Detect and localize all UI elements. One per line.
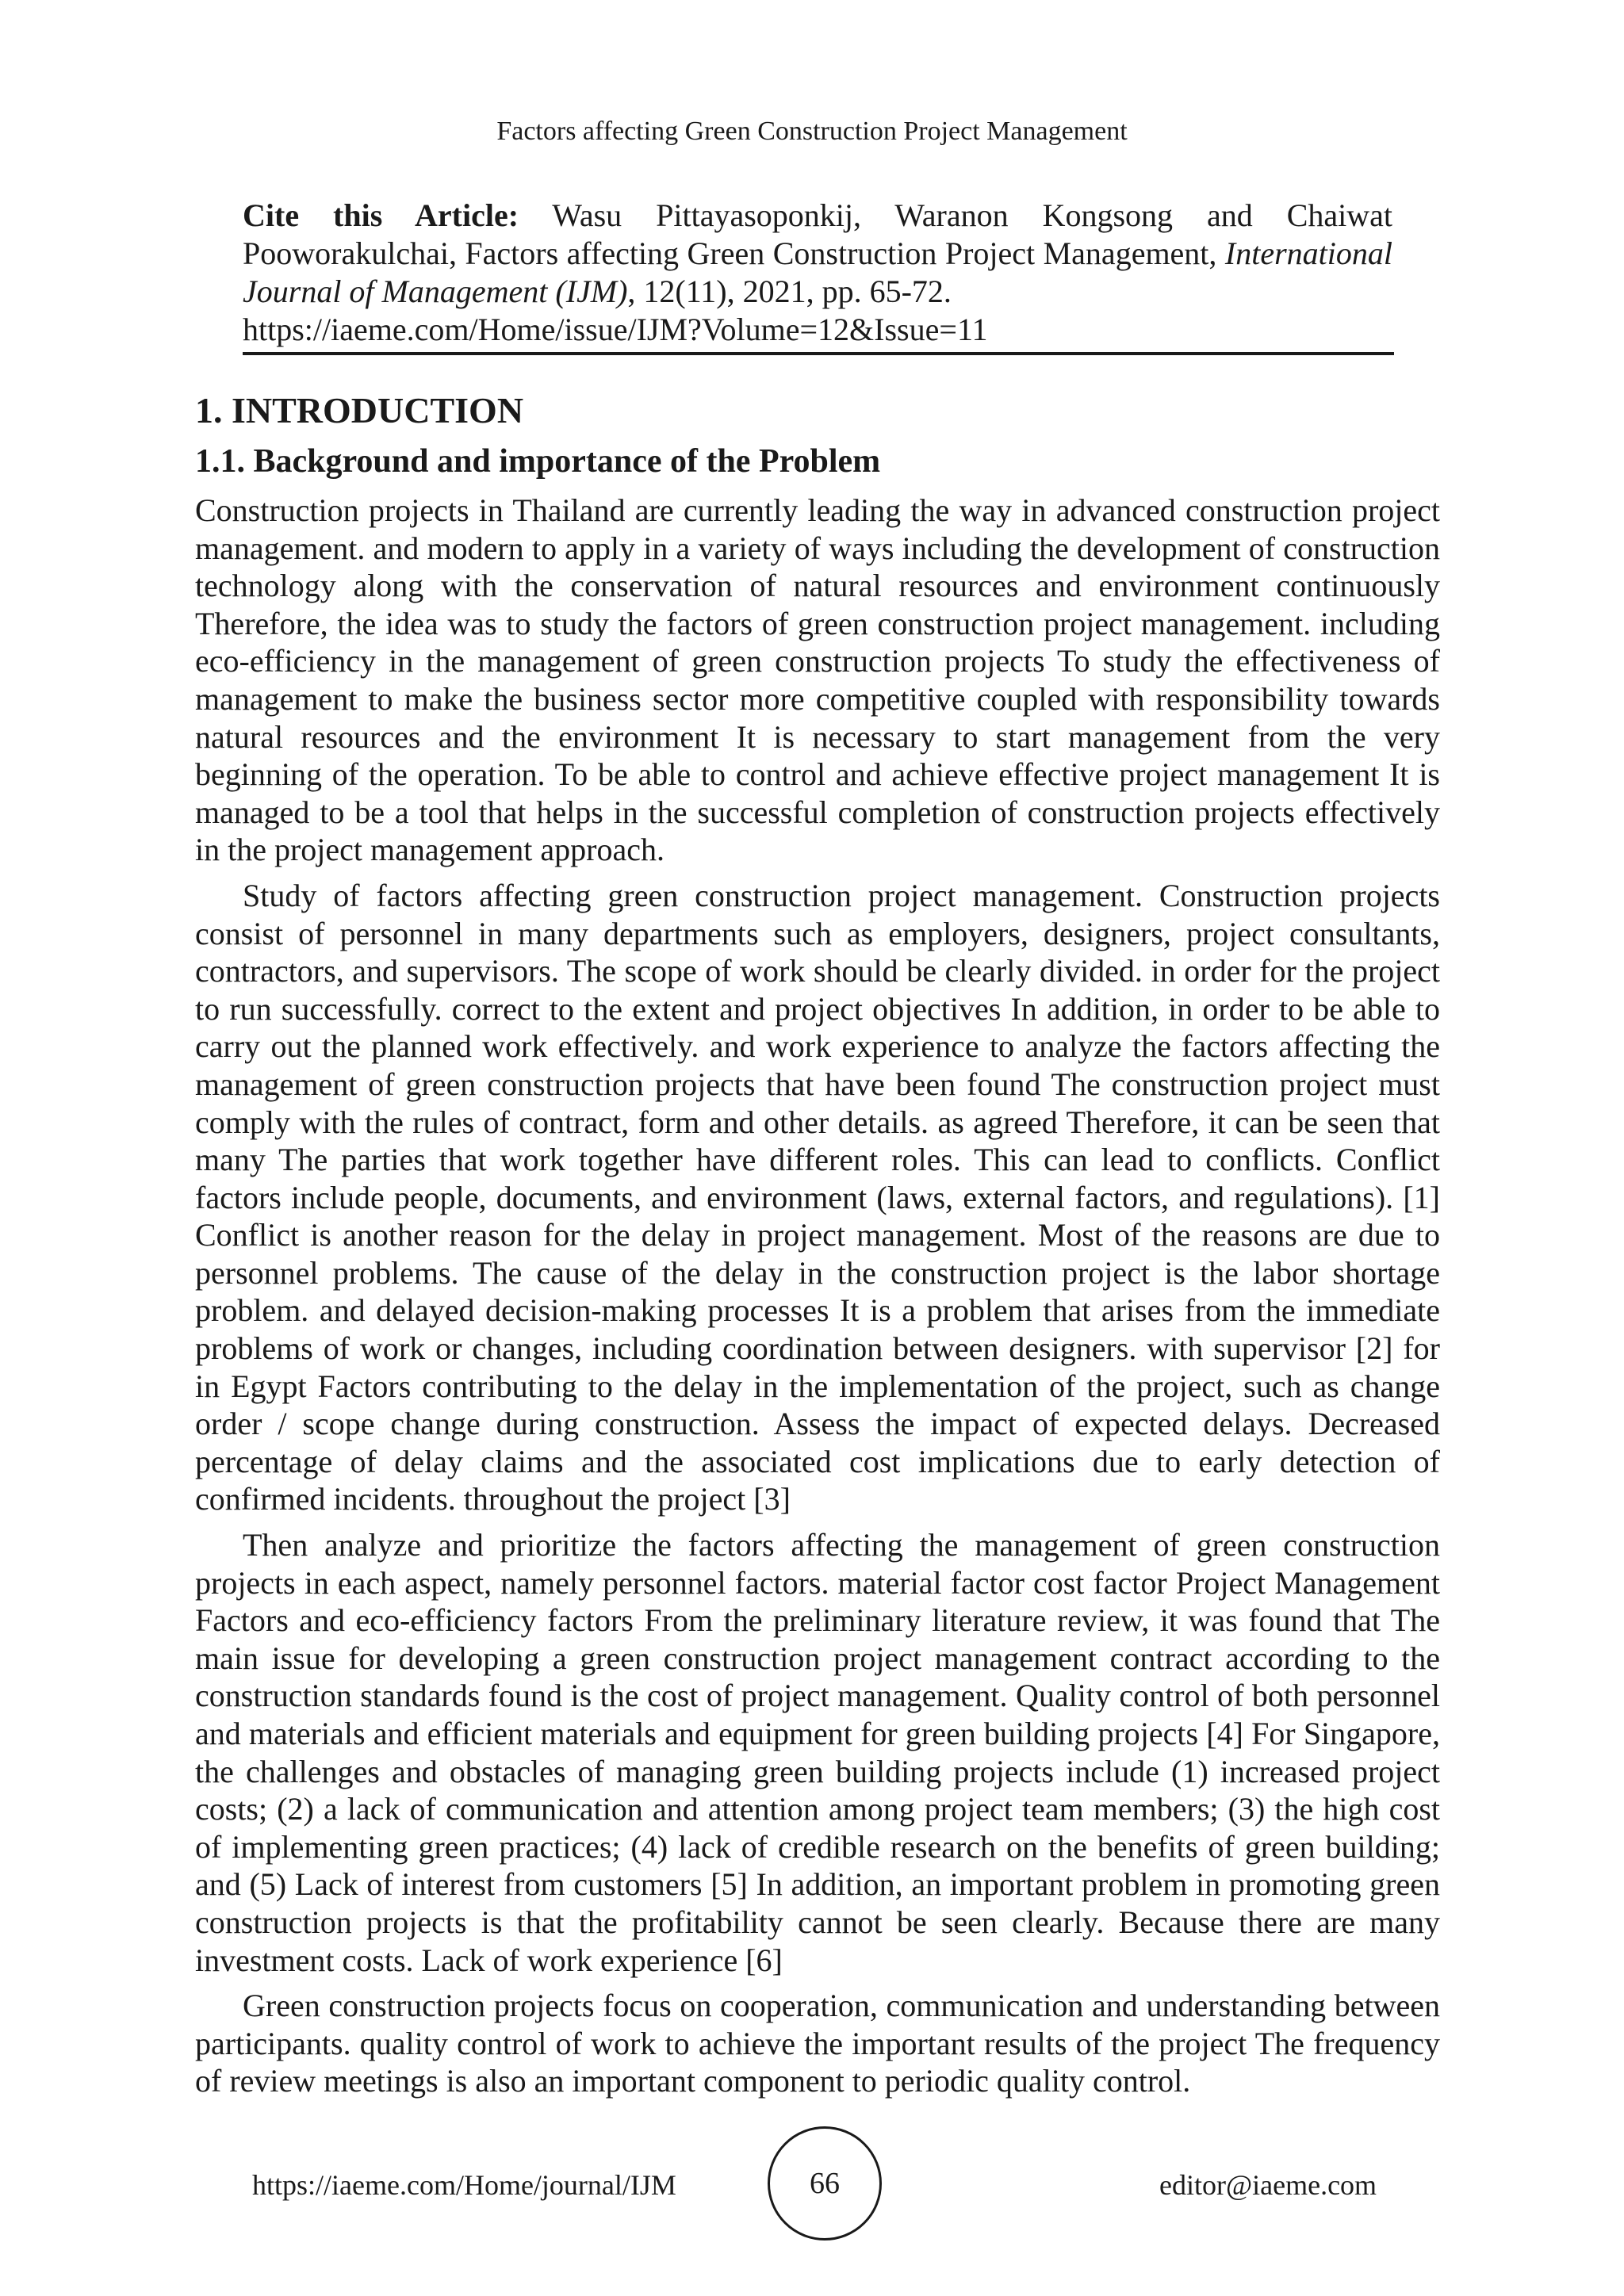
paragraph-4: Green construction projects focus on cooperation, communication and understanding between participants. quality control of work to achieve the important results of the project The frequency of review meetings is also an important component to periodic quality control. xyxy=(195,1988,1440,2099)
citation-journal: International Journal of Management (IJM) xyxy=(243,235,1393,309)
page-number-badge xyxy=(768,2126,882,2241)
footer-journal-link[interactable]: https://iaeme.com/Home/journal/IJM xyxy=(252,2169,676,2201)
citation-block xyxy=(243,197,1392,349)
section-heading: 1. INTRODUCTION xyxy=(195,390,524,430)
citation-divider xyxy=(243,352,1394,355)
footer-email-link[interactable]: editor@iaeme.com xyxy=(1159,2169,1377,2201)
paragraph-3: Then analyze and prioritize the factors affecting the management of green construction projects in each aspect, namely personnel factors. material factor cost factor Project Management Factors and eco-efficiency factors From the preliminary literature review, it was found that The main issue for developing a green construction project management contract according to the construction standards found is the cost of project management. Quality control of both personnel and materials and efficient materials and equipment for green building projects [4] For Singapore, the challenges and obstacles of managing green building projects include (1) increased project costs; (2) a lack of communication and attention among project team members; (3) the high cost of implementing green practices; (4) lack of credible research on the benefits of green building; and (5) Lack of interest from customers [5] In addition, an important problem in promoting green construction projects is that the profitability cannot be seen clearly. Because there are many investment costs. Lack of work experience [6] xyxy=(195,1527,1440,1978)
body-text xyxy=(195,492,1440,2108)
citation-details: , 12(11), 2021, pp. 65-72. xyxy=(627,274,952,309)
page-number: 66 xyxy=(810,2167,840,2200)
citation-url-link[interactable]: https://iaeme.com/Home/issue/IJM?Volume=12&Issue=11 xyxy=(243,312,988,347)
citation-authors-title: Wasu Pittayasoponkij, Waranon Kongsong and Chaiwat Pooworakulchai, Factors affecting Green Construction Project Management, xyxy=(243,197,1392,271)
citation-label: Cite this Article: xyxy=(243,197,519,233)
running-header: Factors affecting Green Construction Project Management xyxy=(496,117,1128,146)
paragraph-2: Study of factors affecting green construction project management. Construction projects consist of personnel in many departments such as employers, designers, project consultants, contractors, and supervisors. The scope of work should be clearly divided. in order for the project to run successfully. correct to the extent and project objectives In addition, in order to be able to carry out the planned work effectively. and work experience to analyze the factors affecting the management of green construction projects that have been found The construction project must comply with the rules of contract, form and other details. as agreed Therefore, it can be seen that many The parties that work together have different roles. This can lead to conflicts. Conflict factors include people, documents, and environment (laws, external factors, and regulations). [1] Conflict is another reason for the delay in project management. Most of the reasons are due to personnel problems. The cause of the delay in the construction project is the labor shortage problem. and delayed decision-making processes It is a problem that arises from the immediate problems of work or changes, including coordination between designers. with supervisor [2] for in Egypt Factors contributing to the delay in the implementation of the project, such as change order / scope change during construction. Assess the impact of expected delays. Decreased percentage of delay claims and the associated cost implications due to early detection of confirmed incidents. throughout the project [3] xyxy=(195,877,1440,1517)
subsection-heading: 1.1. Background and importance of the Problem xyxy=(195,443,881,480)
paragraph-1: Construction projects in Thailand are currently leading the way in advanced construction project management. and modern to apply in a variety of ways including the development of construction technology along with the conservation of natural resources and environment continuously Therefore, the idea was to study the factors of green construction project management. including eco-efficiency in the management of green construction projects To study the effectiveness of management to make the business sector more competitive coupled with responsibility towards natural resources and the environment It is necessary to start management from the very beginning of the operation. To be able to control and achieve effective project management It is managed to be a tool that helps in the successful completion of construction projects effectively in the project management approach. xyxy=(195,492,1440,868)
